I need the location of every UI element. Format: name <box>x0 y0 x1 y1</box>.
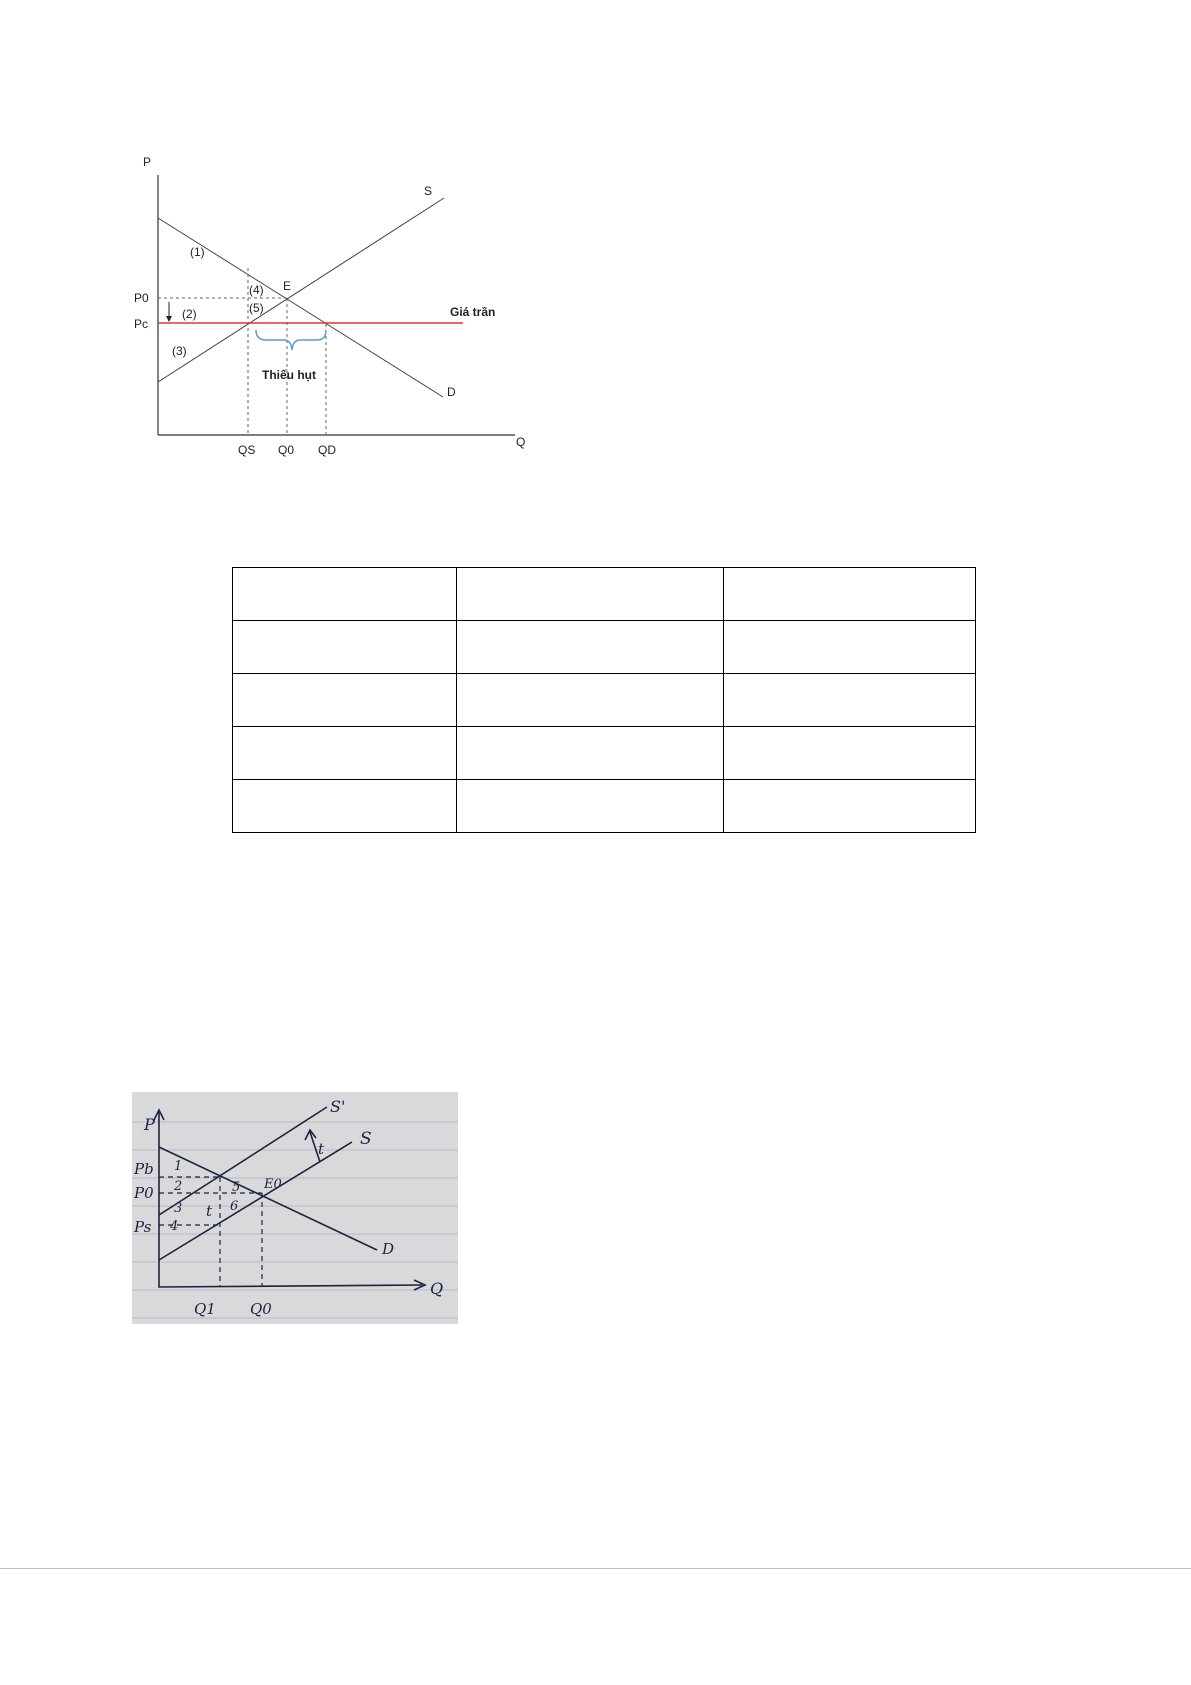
area-4-label: (4) <box>249 283 264 297</box>
area-1-label: 1 <box>174 1159 183 1174</box>
qd-label: QD <box>318 443 336 457</box>
area-3-label: 3 <box>174 1201 183 1216</box>
table-cell <box>233 780 457 833</box>
table-cell <box>457 568 723 621</box>
table-cell <box>723 727 975 780</box>
area-2-label: 2 <box>174 1179 183 1194</box>
table-cell <box>233 727 457 780</box>
table-cell <box>457 674 723 727</box>
footer-divider <box>0 1568 1191 1569</box>
p-axis-label: P <box>144 1115 155 1134</box>
table-cell <box>723 674 975 727</box>
table-cell <box>723 780 975 833</box>
supply-label: S <box>424 184 433 198</box>
tax-diagram-svg <box>132 1092 458 1324</box>
demand-line <box>159 1147 377 1250</box>
area-2-label: (2) <box>182 307 197 321</box>
p0-label: P0 <box>134 1184 154 1202</box>
tax-arrow-label: t <box>318 1140 325 1158</box>
axes-lines <box>159 1112 422 1287</box>
empty-table <box>232 567 976 833</box>
supply-line <box>159 1142 352 1260</box>
area-5-label: (5) <box>249 301 264 315</box>
table-row <box>233 780 976 833</box>
supply-shifted-line <box>159 1107 327 1215</box>
table-row <box>233 621 976 674</box>
shortage-brace <box>256 330 326 350</box>
price-drop-arrowhead <box>166 316 172 322</box>
q0-label: Q0 <box>278 443 295 457</box>
price-ceiling-diagram <box>120 140 540 470</box>
price-ceiling-svg <box>120 140 540 470</box>
p0-label: P0 <box>134 291 149 305</box>
area-4-label: 4 <box>170 1219 179 1234</box>
tax-wedge-label: t <box>206 1202 213 1220</box>
q1-label: Q1 <box>194 1300 216 1318</box>
q0-label: Q0 <box>250 1300 272 1318</box>
handwritten-tax-diagram-photo <box>132 1092 458 1324</box>
table-cell <box>457 727 723 780</box>
price-ceiling-label: Giá trần <box>450 305 496 319</box>
equilibrium-label: E <box>283 279 292 293</box>
table-cell <box>457 780 723 833</box>
table-cell <box>233 674 457 727</box>
ps-label: Ps <box>134 1218 152 1236</box>
e0-label: E0 <box>264 1177 282 1192</box>
area-6-label: 6 <box>230 1199 239 1214</box>
qs-label: QS <box>238 443 256 457</box>
p-axis-label: P <box>143 155 152 169</box>
demand-label: D <box>447 385 456 399</box>
table-row <box>233 568 976 621</box>
table-row <box>233 727 976 780</box>
table-cell <box>723 568 975 621</box>
q-axis-label: Q <box>516 435 526 449</box>
q-axis-label: Q <box>430 1279 444 1298</box>
s-prime-label: S' <box>330 1097 346 1116</box>
area-3-label: (3) <box>172 344 187 358</box>
table-cell <box>457 621 723 674</box>
table-cell <box>233 568 457 621</box>
s-label: S <box>360 1129 372 1149</box>
supply-curve <box>158 198 444 382</box>
pb-label: Pb <box>134 1160 154 1178</box>
table-cell <box>723 621 975 674</box>
d-label: D <box>382 1240 395 1258</box>
area-5-label: 5 <box>232 1180 241 1195</box>
table-cell <box>233 621 457 674</box>
shortage-label: Thiếu hụt <box>262 368 316 382</box>
table-row <box>233 674 976 727</box>
area-1-label: (1) <box>190 245 205 259</box>
pc-label: Pc <box>134 317 149 331</box>
